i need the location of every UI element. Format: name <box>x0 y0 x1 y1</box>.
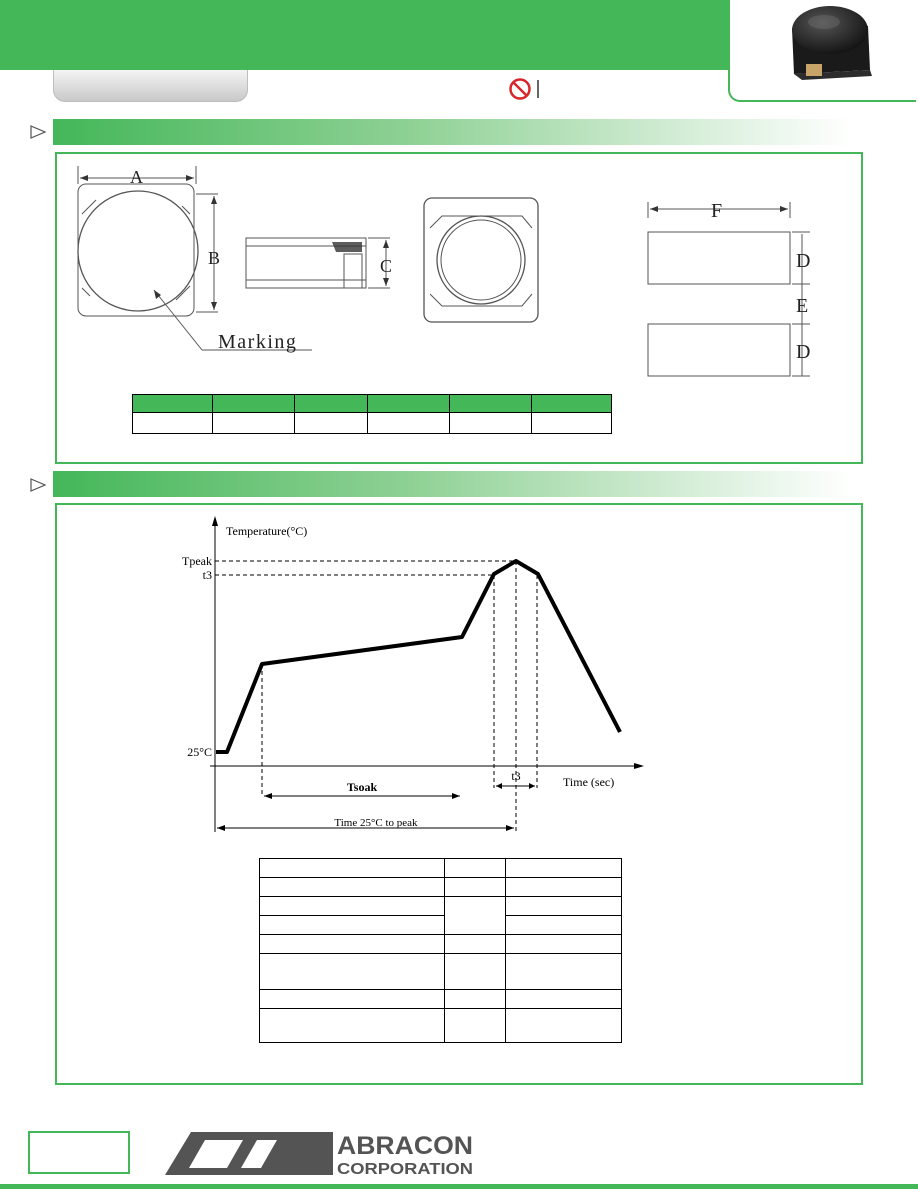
abracon-logo <box>165 1128 485 1178</box>
tick-t3: t3 <box>202 568 212 582</box>
reflow-profile-curve <box>216 561 620 752</box>
triangle-arrow-icon <box>30 124 46 140</box>
table-header-row <box>133 395 612 413</box>
table-row <box>133 413 612 434</box>
table-row <box>260 954 622 990</box>
smd-inductor-photo <box>730 0 916 100</box>
dim-label-b: B <box>208 248 221 268</box>
footer-rule <box>0 1184 918 1189</box>
dimensions-table <box>132 394 612 434</box>
pad-top <box>648 232 790 284</box>
dim-label-f: F <box>711 200 723 222</box>
tick-tpeak: Tpeak <box>182 554 212 568</box>
header-band <box>0 0 728 70</box>
footer-box <box>28 1131 130 1174</box>
table-row <box>260 990 622 1009</box>
dim-label-d-bottom: D <box>796 341 811 363</box>
dim-label-d-top: D <box>796 250 811 272</box>
tsoak-label: Tsoak <box>346 780 378 794</box>
logo-text-abracon: ABRACON <box>337 1132 473 1160</box>
prohibited-icon <box>508 77 542 101</box>
table-row <box>260 916 622 935</box>
dim-label-c: C <box>380 256 393 276</box>
section-header-dimensions <box>53 119 853 145</box>
section-header-reflow <box>53 471 853 497</box>
table-row <box>260 878 622 897</box>
t3-span-label: t3 <box>511 769 521 783</box>
top-view-circle <box>78 191 198 311</box>
tick-25c: 25°C <box>187 745 212 759</box>
table-row <box>260 1009 622 1043</box>
table-row <box>260 859 622 878</box>
logo-text-corporation: CORPORATION <box>337 1161 473 1178</box>
table-row <box>260 897 622 916</box>
dim-label-a: A <box>130 167 143 187</box>
to-peak-label: Time 25°C to peak <box>334 817 418 829</box>
reflow-profile-chart <box>150 510 650 850</box>
y-axis-title: Temperature(°C) <box>226 524 308 538</box>
pad-bottom <box>648 324 790 376</box>
header-tab <box>53 70 248 102</box>
reflow-spec-table <box>259 858 622 1043</box>
product-image-frame <box>728 0 916 102</box>
marking-label: Marking <box>218 331 298 353</box>
dim-label-e: E <box>796 295 809 317</box>
triangle-arrow-icon <box>30 477 46 493</box>
x-axis-title: Time (sec) <box>563 775 615 789</box>
table-row <box>260 935 622 954</box>
